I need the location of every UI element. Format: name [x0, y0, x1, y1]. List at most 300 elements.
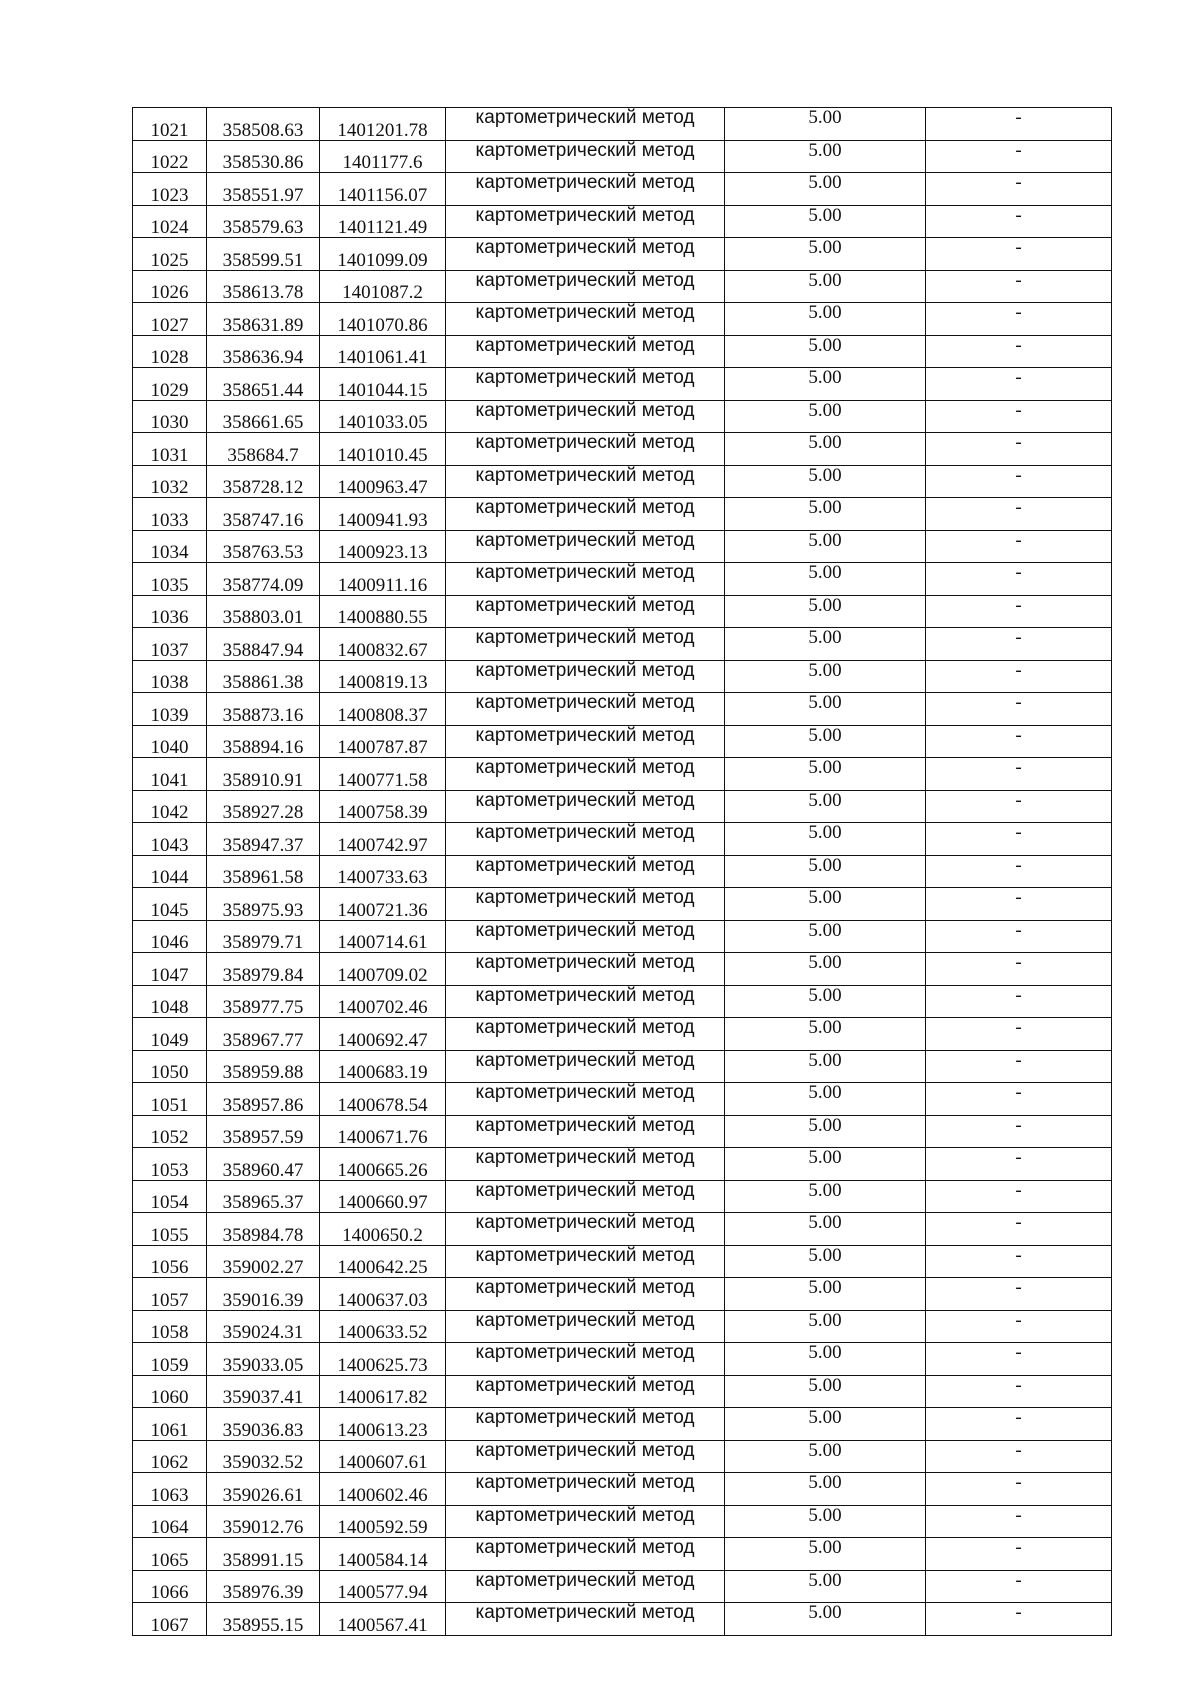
y-coordinate-cell: 1400625.73	[320, 1343, 446, 1376]
y-coordinate-cell: 1400637.03	[320, 1278, 446, 1311]
accuracy-cell: 5.00	[725, 888, 926, 921]
x-coordinate-cell: 358957.86	[207, 1083, 320, 1116]
description-cell: -	[926, 790, 1112, 823]
table-row	[133, 1440, 1112, 1473]
x-coordinate-cell: 358508.63	[207, 108, 320, 141]
description-cell: -	[926, 855, 1112, 888]
description-cell: -	[926, 1408, 1112, 1441]
accuracy-cell: 5.00	[725, 465, 926, 498]
accuracy-cell: 5.00	[725, 1278, 926, 1311]
method-cell: картометрический метод	[446, 758, 725, 791]
method-cell: картометрический метод	[446, 1505, 725, 1538]
description-cell: -	[926, 1050, 1112, 1083]
table-row	[133, 303, 1112, 336]
point-number-cell: 1028	[133, 335, 207, 368]
method-cell: картометрический метод	[446, 920, 725, 953]
point-number-cell: 1034	[133, 530, 207, 563]
y-coordinate-cell: 1400650.2	[320, 1213, 446, 1246]
description-cell: -	[926, 1278, 1112, 1311]
x-coordinate-cell: 358894.16	[207, 725, 320, 758]
y-coordinate-cell: 1400702.46	[320, 985, 446, 1018]
y-coordinate-cell: 1400633.52	[320, 1310, 446, 1343]
method-cell: картометрический метод	[446, 1310, 725, 1343]
table-row	[133, 1408, 1112, 1441]
method-cell: картометрический метод	[446, 1440, 725, 1473]
y-coordinate-cell: 1400709.02	[320, 953, 446, 986]
description-cell: -	[926, 693, 1112, 726]
y-coordinate-cell: 1400787.87	[320, 725, 446, 758]
table-row	[133, 1180, 1112, 1213]
description-cell: -	[926, 1570, 1112, 1603]
method-cell: картометрический метод	[446, 563, 725, 596]
point-number-cell: 1021	[133, 108, 207, 141]
description-cell: -	[926, 1505, 1112, 1538]
y-coordinate-cell: 1400660.97	[320, 1180, 446, 1213]
y-coordinate-cell: 1400642.25	[320, 1245, 446, 1278]
x-coordinate-cell: 358661.65	[207, 400, 320, 433]
table-row	[133, 1375, 1112, 1408]
y-coordinate-cell: 1400923.13	[320, 530, 446, 563]
y-coordinate-cell: 1400607.61	[320, 1440, 446, 1473]
accuracy-cell: 5.00	[725, 530, 926, 563]
method-cell: картометрический метод	[446, 173, 725, 206]
accuracy-cell: 5.00	[725, 1213, 926, 1246]
point-number-cell: 1039	[133, 693, 207, 726]
x-coordinate-cell: 358774.09	[207, 563, 320, 596]
accuracy-cell: 5.00	[725, 628, 926, 661]
y-coordinate-cell: 1401010.45	[320, 433, 446, 466]
method-cell: картометрический метод	[446, 1148, 725, 1181]
accuracy-cell: 5.00	[725, 1115, 926, 1148]
point-number-cell: 1054	[133, 1180, 207, 1213]
method-cell: картометрический метод	[446, 1473, 725, 1506]
point-number-cell: 1025	[133, 238, 207, 271]
description-cell: -	[926, 725, 1112, 758]
accuracy-cell: 5.00	[725, 1408, 926, 1441]
coordinates-table-body	[133, 108, 1112, 1636]
table-row	[133, 108, 1112, 141]
description-cell: -	[926, 1245, 1112, 1278]
method-cell: картометрический метод	[446, 335, 725, 368]
y-coordinate-cell: 1400584.14	[320, 1538, 446, 1571]
description-cell: -	[926, 1180, 1112, 1213]
table-row	[133, 433, 1112, 466]
table-row	[133, 1538, 1112, 1571]
description-cell: -	[926, 303, 1112, 336]
method-cell: картометрический метод	[446, 855, 725, 888]
y-coordinate-cell: 1400808.37	[320, 693, 446, 726]
point-number-cell: 1032	[133, 465, 207, 498]
accuracy-cell: 5.00	[725, 1473, 926, 1506]
method-cell: картометрический метод	[446, 1538, 725, 1571]
x-coordinate-cell: 358959.88	[207, 1050, 320, 1083]
y-coordinate-cell: 1400941.93	[320, 498, 446, 531]
point-number-cell: 1057	[133, 1278, 207, 1311]
point-number-cell: 1030	[133, 400, 207, 433]
method-cell: картометрический метод	[446, 108, 725, 141]
description-cell: -	[926, 1538, 1112, 1571]
description-cell: -	[926, 1473, 1112, 1506]
method-cell: картометрический метод	[446, 953, 725, 986]
point-number-cell: 1063	[133, 1473, 207, 1506]
table-row	[133, 1245, 1112, 1278]
description-cell: -	[926, 888, 1112, 921]
accuracy-cell: 5.00	[725, 108, 926, 141]
point-number-cell: 1043	[133, 823, 207, 856]
table-row	[133, 1473, 1112, 1506]
accuracy-cell: 5.00	[725, 660, 926, 693]
method-cell: картометрический метод	[446, 725, 725, 758]
point-number-cell: 1055	[133, 1213, 207, 1246]
point-number-cell: 1045	[133, 888, 207, 921]
y-coordinate-cell: 1400832.67	[320, 628, 446, 661]
table-row	[133, 888, 1112, 921]
x-coordinate-cell: 359012.76	[207, 1505, 320, 1538]
x-coordinate-cell: 359026.61	[207, 1473, 320, 1506]
x-coordinate-cell: 359037.41	[207, 1375, 320, 1408]
method-cell: картометрический метод	[446, 433, 725, 466]
description-cell: -	[926, 920, 1112, 953]
y-coordinate-cell: 1401201.78	[320, 108, 446, 141]
accuracy-cell: 5.00	[725, 725, 926, 758]
accuracy-cell: 5.00	[725, 205, 926, 238]
description-cell: -	[926, 823, 1112, 856]
accuracy-cell: 5.00	[725, 433, 926, 466]
point-number-cell: 1053	[133, 1148, 207, 1181]
description-cell: -	[926, 628, 1112, 661]
x-coordinate-cell: 358979.84	[207, 953, 320, 986]
point-number-cell: 1050	[133, 1050, 207, 1083]
point-number-cell: 1023	[133, 173, 207, 206]
y-coordinate-cell: 1401061.41	[320, 335, 446, 368]
description-cell: -	[926, 1375, 1112, 1408]
table-row	[133, 595, 1112, 628]
accuracy-cell: 5.00	[725, 1180, 926, 1213]
y-coordinate-cell: 1400617.82	[320, 1375, 446, 1408]
y-coordinate-cell: 1401121.49	[320, 205, 446, 238]
y-coordinate-cell: 1401177.6	[320, 140, 446, 173]
table-row	[133, 530, 1112, 563]
method-cell: картометрический метод	[446, 368, 725, 401]
method-cell: картометрический метод	[446, 888, 725, 921]
description-cell: -	[926, 1115, 1112, 1148]
table-row	[133, 400, 1112, 433]
description-cell: -	[926, 173, 1112, 206]
accuracy-cell: 5.00	[725, 1570, 926, 1603]
y-coordinate-cell: 1400771.58	[320, 758, 446, 791]
x-coordinate-cell: 359032.52	[207, 1440, 320, 1473]
y-coordinate-cell: 1401070.86	[320, 303, 446, 336]
x-coordinate-cell: 358910.91	[207, 758, 320, 791]
description-cell: -	[926, 595, 1112, 628]
accuracy-cell: 5.00	[725, 758, 926, 791]
method-cell: картометрический метод	[446, 303, 725, 336]
point-number-cell: 1033	[133, 498, 207, 531]
table-row	[133, 1310, 1112, 1343]
y-coordinate-cell: 1400613.23	[320, 1408, 446, 1441]
y-coordinate-cell: 1400692.47	[320, 1018, 446, 1051]
method-cell: картометрический метод	[446, 238, 725, 271]
table-row	[133, 855, 1112, 888]
point-number-cell: 1035	[133, 563, 207, 596]
accuracy-cell: 5.00	[725, 1343, 926, 1376]
point-number-cell: 1052	[133, 1115, 207, 1148]
description-cell: -	[926, 530, 1112, 563]
x-coordinate-cell: 359024.31	[207, 1310, 320, 1343]
accuracy-cell: 5.00	[725, 1375, 926, 1408]
method-cell: картометрический метод	[446, 1213, 725, 1246]
point-number-cell: 1037	[133, 628, 207, 661]
table-row	[133, 823, 1112, 856]
description-cell: -	[926, 1440, 1112, 1473]
y-coordinate-cell: 1400733.63	[320, 855, 446, 888]
accuracy-cell: 5.00	[725, 140, 926, 173]
point-number-cell: 1024	[133, 205, 207, 238]
y-coordinate-cell: 1400567.41	[320, 1603, 446, 1636]
point-number-cell: 1027	[133, 303, 207, 336]
method-cell: картометрический метод	[446, 1278, 725, 1311]
accuracy-cell: 5.00	[725, 368, 926, 401]
method-cell: картометрический метод	[446, 1570, 725, 1603]
x-coordinate-cell: 358975.93	[207, 888, 320, 921]
accuracy-cell: 5.00	[725, 1148, 926, 1181]
x-coordinate-cell: 358979.71	[207, 920, 320, 953]
table-row	[133, 1505, 1112, 1538]
y-coordinate-cell: 1401033.05	[320, 400, 446, 433]
description-cell: -	[926, 660, 1112, 693]
method-cell: картометрический метод	[446, 1018, 725, 1051]
description-cell: -	[926, 1213, 1112, 1246]
method-cell: картометрический метод	[446, 465, 725, 498]
point-number-cell: 1022	[133, 140, 207, 173]
point-number-cell: 1066	[133, 1570, 207, 1603]
table-row	[133, 693, 1112, 726]
point-number-cell: 1065	[133, 1538, 207, 1571]
table-row	[133, 368, 1112, 401]
table-row	[133, 205, 1112, 238]
y-coordinate-cell: 1400714.61	[320, 920, 446, 953]
x-coordinate-cell: 358579.63	[207, 205, 320, 238]
accuracy-cell: 5.00	[725, 1440, 926, 1473]
table-row	[133, 758, 1112, 791]
x-coordinate-cell: 358747.16	[207, 498, 320, 531]
point-number-cell: 1059	[133, 1343, 207, 1376]
point-number-cell: 1044	[133, 855, 207, 888]
accuracy-cell: 5.00	[725, 270, 926, 303]
point-number-cell: 1036	[133, 595, 207, 628]
method-cell: картометрический метод	[446, 1603, 725, 1636]
x-coordinate-cell: 358599.51	[207, 238, 320, 271]
x-coordinate-cell: 358961.58	[207, 855, 320, 888]
method-cell: картометрический метод	[446, 628, 725, 661]
point-number-cell: 1026	[133, 270, 207, 303]
table-row	[133, 498, 1112, 531]
method-cell: картометрический метод	[446, 1083, 725, 1116]
point-number-cell: 1062	[133, 1440, 207, 1473]
table-row	[133, 465, 1112, 498]
method-cell: картометрический метод	[446, 498, 725, 531]
table-row	[133, 335, 1112, 368]
y-coordinate-cell: 1400911.16	[320, 563, 446, 596]
point-number-cell: 1051	[133, 1083, 207, 1116]
point-number-cell: 1060	[133, 1375, 207, 1408]
accuracy-cell: 5.00	[725, 953, 926, 986]
table-row	[133, 1115, 1112, 1148]
x-coordinate-cell: 358631.89	[207, 303, 320, 336]
accuracy-cell: 5.00	[725, 563, 926, 596]
accuracy-cell: 5.00	[725, 790, 926, 823]
x-coordinate-cell: 358636.94	[207, 335, 320, 368]
description-cell: -	[926, 563, 1112, 596]
method-cell: картометрический метод	[446, 400, 725, 433]
x-coordinate-cell: 358967.77	[207, 1018, 320, 1051]
coordinates-table	[132, 107, 1112, 1636]
table-row	[133, 920, 1112, 953]
x-coordinate-cell: 358991.15	[207, 1538, 320, 1571]
accuracy-cell: 5.00	[725, 920, 926, 953]
table-row	[133, 1570, 1112, 1603]
x-coordinate-cell: 358873.16	[207, 693, 320, 726]
method-cell: картометрический метод	[446, 530, 725, 563]
method-cell: картометрический метод	[446, 1408, 725, 1441]
method-cell: картометрический метод	[446, 140, 725, 173]
x-coordinate-cell: 358965.37	[207, 1180, 320, 1213]
x-coordinate-cell: 358803.01	[207, 595, 320, 628]
accuracy-cell: 5.00	[725, 985, 926, 1018]
point-number-cell: 1061	[133, 1408, 207, 1441]
y-coordinate-cell: 1400678.54	[320, 1083, 446, 1116]
accuracy-cell: 5.00	[725, 595, 926, 628]
table-row	[133, 725, 1112, 758]
accuracy-cell: 5.00	[725, 238, 926, 271]
accuracy-cell: 5.00	[725, 1538, 926, 1571]
table-row	[133, 790, 1112, 823]
y-coordinate-cell: 1400721.36	[320, 888, 446, 921]
x-coordinate-cell: 358947.37	[207, 823, 320, 856]
method-cell: картометрический метод	[446, 595, 725, 628]
accuracy-cell: 5.00	[725, 1505, 926, 1538]
y-coordinate-cell: 1401044.15	[320, 368, 446, 401]
x-coordinate-cell: 358960.47	[207, 1148, 320, 1181]
method-cell: картометрический метод	[446, 660, 725, 693]
table-row	[133, 1018, 1112, 1051]
y-coordinate-cell: 1400671.76	[320, 1115, 446, 1148]
method-cell: картометрический метод	[446, 985, 725, 1018]
table-row	[133, 238, 1112, 271]
table-row	[133, 1213, 1112, 1246]
point-number-cell: 1058	[133, 1310, 207, 1343]
method-cell: картометрический метод	[446, 823, 725, 856]
description-cell: -	[926, 953, 1112, 986]
point-number-cell: 1067	[133, 1603, 207, 1636]
y-coordinate-cell: 1400577.94	[320, 1570, 446, 1603]
table-row	[133, 1278, 1112, 1311]
table-row	[133, 1083, 1112, 1116]
description-cell: -	[926, 498, 1112, 531]
x-coordinate-cell: 359016.39	[207, 1278, 320, 1311]
description-cell: -	[926, 985, 1112, 1018]
method-cell: картометрический метод	[446, 1343, 725, 1376]
x-coordinate-cell: 358847.94	[207, 628, 320, 661]
x-coordinate-cell: 359036.83	[207, 1408, 320, 1441]
x-coordinate-cell: 358763.53	[207, 530, 320, 563]
accuracy-cell: 5.00	[725, 173, 926, 206]
method-cell: картометрический метод	[446, 1375, 725, 1408]
method-cell: картометрический метод	[446, 205, 725, 238]
x-coordinate-cell: 358651.44	[207, 368, 320, 401]
description-cell: -	[926, 758, 1112, 791]
x-coordinate-cell: 358728.12	[207, 465, 320, 498]
point-number-cell: 1064	[133, 1505, 207, 1538]
table-row	[133, 1343, 1112, 1376]
method-cell: картометрический метод	[446, 1245, 725, 1278]
x-coordinate-cell: 359002.27	[207, 1245, 320, 1278]
method-cell: картометрический метод	[446, 1180, 725, 1213]
table-row	[133, 1148, 1112, 1181]
point-number-cell: 1040	[133, 725, 207, 758]
y-coordinate-cell: 1400665.26	[320, 1148, 446, 1181]
point-number-cell: 1041	[133, 758, 207, 791]
accuracy-cell: 5.00	[725, 1245, 926, 1278]
x-coordinate-cell: 358530.86	[207, 140, 320, 173]
description-cell: -	[926, 335, 1112, 368]
point-number-cell: 1047	[133, 953, 207, 986]
accuracy-cell: 5.00	[725, 693, 926, 726]
description-cell: -	[926, 1083, 1112, 1116]
table-row	[133, 1603, 1112, 1636]
point-number-cell: 1031	[133, 433, 207, 466]
point-number-cell: 1046	[133, 920, 207, 953]
description-cell: -	[926, 400, 1112, 433]
description-cell: -	[926, 433, 1112, 466]
description-cell: -	[926, 1310, 1112, 1343]
table-row	[133, 953, 1112, 986]
x-coordinate-cell: 358613.78	[207, 270, 320, 303]
point-number-cell: 1029	[133, 368, 207, 401]
table-row	[133, 270, 1112, 303]
accuracy-cell: 5.00	[725, 1050, 926, 1083]
table-row	[133, 628, 1112, 661]
description-cell: -	[926, 368, 1112, 401]
point-number-cell: 1042	[133, 790, 207, 823]
x-coordinate-cell: 358984.78	[207, 1213, 320, 1246]
accuracy-cell: 5.00	[725, 400, 926, 433]
x-coordinate-cell: 358976.39	[207, 1570, 320, 1603]
accuracy-cell: 5.00	[725, 1310, 926, 1343]
accuracy-cell: 5.00	[725, 1603, 926, 1636]
description-cell: -	[926, 108, 1112, 141]
y-coordinate-cell: 1401087.2	[320, 270, 446, 303]
description-cell: -	[926, 140, 1112, 173]
description-cell: -	[926, 1343, 1112, 1376]
description-cell: -	[926, 205, 1112, 238]
description-cell: -	[926, 465, 1112, 498]
y-coordinate-cell: 1400880.55	[320, 595, 446, 628]
x-coordinate-cell: 359033.05	[207, 1343, 320, 1376]
x-coordinate-cell: 358684.7	[207, 433, 320, 466]
accuracy-cell: 5.00	[725, 303, 926, 336]
x-coordinate-cell: 358861.38	[207, 660, 320, 693]
point-number-cell: 1049	[133, 1018, 207, 1051]
y-coordinate-cell: 1401156.07	[320, 173, 446, 206]
x-coordinate-cell: 358927.28	[207, 790, 320, 823]
accuracy-cell: 5.00	[725, 335, 926, 368]
table-row	[133, 563, 1112, 596]
description-cell: -	[926, 270, 1112, 303]
y-coordinate-cell: 1400592.59	[320, 1505, 446, 1538]
y-coordinate-cell: 1400758.39	[320, 790, 446, 823]
y-coordinate-cell: 1401099.09	[320, 238, 446, 271]
